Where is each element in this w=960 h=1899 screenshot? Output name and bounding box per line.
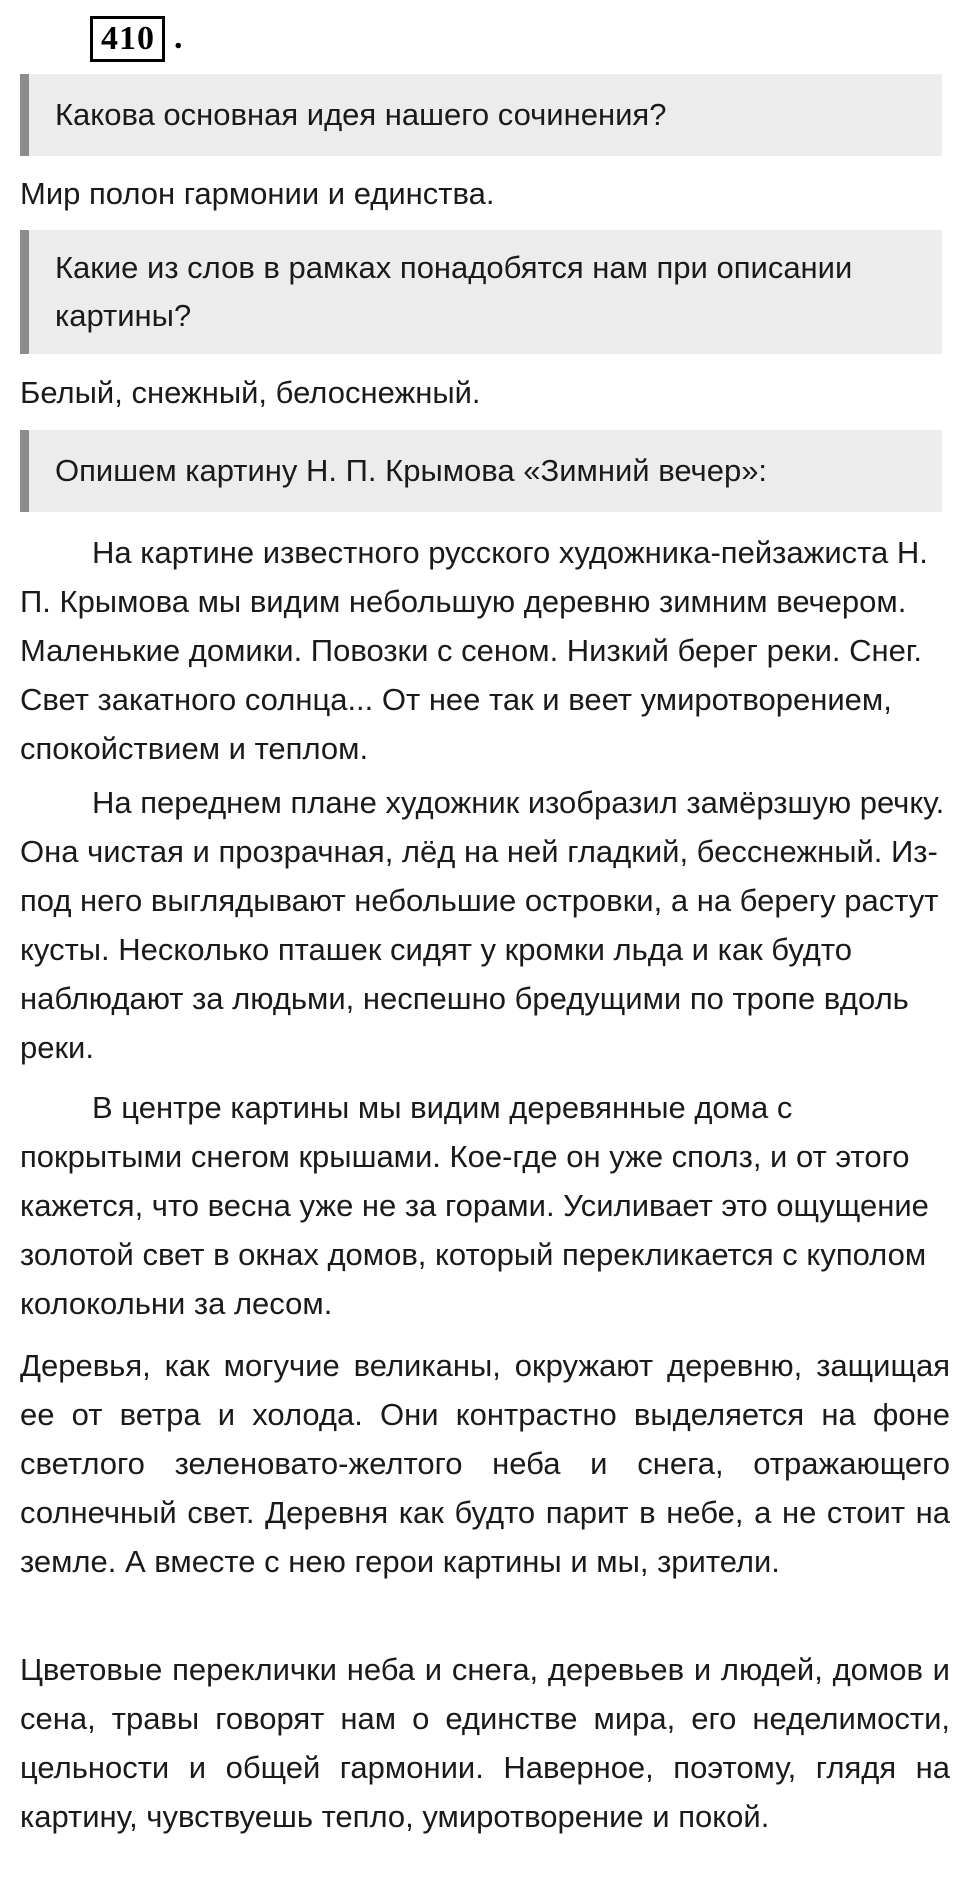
answer-1: Мир полон гармонии и единства. <box>20 176 495 211</box>
question-block-3 <box>20 430 942 512</box>
question-block-2 <box>20 230 942 354</box>
question-3-text: Опишем картину Н. П. Крымова «Зимний вечер»: <box>55 453 768 488</box>
essay-paragraph-4: Деревья, как могучие великаны, окружают деревню, защищая ее от ветра и холода. Они контрастно выделяется на фоне светлого зеленовато-желтого неба и снега, отражающего солнечный свет. Деревня как будто парит в небе, а не стоит на земле. А вместе с нею герои картины и мы, зрители. <box>20 1348 950 1579</box>
essay-paragraph-1: На картине известного русского художника-пейзажиста Н. П. Крымова мы видим небольшую деревню зимним вечером. Маленькие домики. Повозки с сеном. Низкий берег реки. Снег. Свет закатного солнца... От нее так и веет умиротворением, спокойствием и теплом. <box>20 535 928 766</box>
essay-paragraph-2: На переднем плане художник изобразил замёрзшую речку. Она чистая и прозрачная, лёд на ней гладкий, бесснежный. Из-под него выглядывают небольшие островки, а на берегу растут кусты. Несколько пташек сидят у кромки льда и как будто наблюдают за людьми, неспешно бредущими по тропе вдоль реки. <box>20 785 945 1065</box>
task-number: 410 <box>101 20 155 57</box>
task-number-box <box>90 16 165 62</box>
essay-paragraph-3: В центре картины мы видим деревянные дома с покрытыми снегом крышами. Кое-где он уже сполз, и от этого кажется, что весна уже не за горами. Усиливает это ощущение золотой свет в окнах домов, который перекликается с куполом колокольни за лесом. <box>20 1090 929 1321</box>
essay-paragraph-5: Цветовые переклички неба и снега, деревьев и людей, домов и сена, травы говорят нам о единстве мира, его неделимости, цельности и общей гармонии. Наверное, поэтому, глядя на картину, чувствуешь тепло, умиротворение и покой. <box>20 1652 950 1834</box>
question-2-text: Какие из слов в рамках понадобятся нам при описании картины? <box>55 250 853 333</box>
task-number-dot: . <box>174 19 183 56</box>
answer-2: Белый, снежный, белоснежный. <box>20 375 481 410</box>
question-block-1 <box>20 74 942 156</box>
question-1-text: Какова основная идея нашего сочинения? <box>55 97 667 132</box>
